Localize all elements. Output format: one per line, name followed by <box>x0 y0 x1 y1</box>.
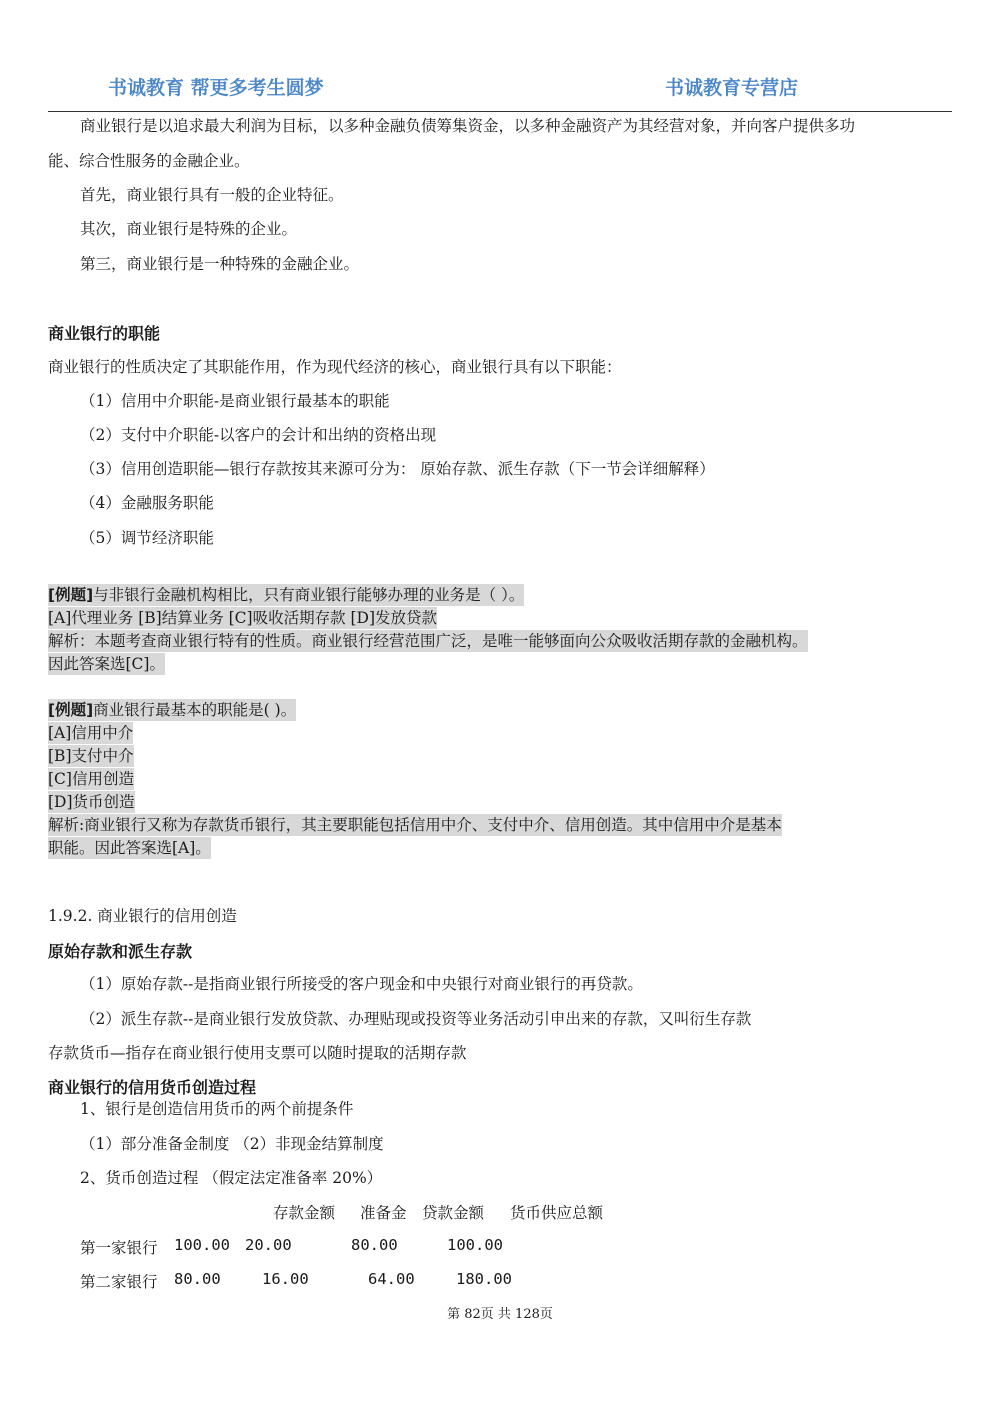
header-rule <box>48 111 952 112</box>
deposit-money-definition: 存款货币—指存在商业银行使用支票可以随时提取的活期存款 <box>48 1044 467 1062</box>
function-item: （3）信用创造职能—银行存款按其来源可分为： 原始存款、派生存款（下一节会详细解释） <box>80 460 715 478</box>
example1-tag: [例题] <box>48 586 94 604</box>
example2-analysis-1: 解析:商业银行又称为存款货币银行，其主要职能包括信用中介、支付中介、信用创造。其中信用中介是基本 <box>48 816 782 834</box>
header-right-store: 书诚教育专营店 <box>665 77 799 99</box>
function-item: （5）调节经济职能 <box>80 529 214 547</box>
intro-point-2: 其次，商业银行是特殊的企业。 <box>80 220 298 238</box>
example1-question-text: 与非银行金融机构相比，只有商业银行能够办理的业务是（ ）。 <box>93 586 525 604</box>
function-item: （1）信用中介职能-是商业银行最基本的职能 <box>80 392 390 410</box>
table-row-bank: 第一家银行 <box>80 1239 158 1257</box>
section-number: 1.9.2. 商业银行的信用创造 <box>48 907 237 925</box>
table-row-bank: 第二家银行 <box>80 1273 158 1291</box>
functions-heading: 商业银行的职能 <box>48 324 161 343</box>
table-cell-deposit: 100.00 <box>174 1236 230 1254</box>
table-cell-reserve: 20.00 <box>245 1236 292 1254</box>
deposit-item-derived: （2）派生存款--是商业银行发放贷款、办理贴现或投资等业务活动引申出来的存款，又叫衍生存款 <box>80 1010 752 1028</box>
example2-option-c: [C]信用创造 <box>48 770 134 788</box>
page-footer: 第 82页 共 128页 <box>447 1307 553 1322</box>
intro-line-1: 商业银行是以追求最大利润为目标，以多种金融负债筹集资金，以多种金融资产为其经营对象，并向客户提供多功 <box>80 117 856 135</box>
example1-question <box>48 584 524 606</box>
table-cell-loan: 80.00 <box>351 1236 398 1254</box>
example2-analysis-2: 职能。因此答案选[A]。 <box>48 839 211 857</box>
section-heading-deposits: 原始存款和派生存款 <box>48 942 193 961</box>
table-cell-reserve: 16.00 <box>262 1270 309 1288</box>
table-cell-total: 180.00 <box>456 1270 512 1288</box>
creation-condition-items: （1）部分准备金制度 （2）非现金结算制度 <box>80 1135 384 1153</box>
function-item: （2）支付中介职能-以客户的会计和出纳的资格出现 <box>80 426 437 444</box>
intro-point-1: 首先，商业银行具有一般的企业特征。 <box>80 186 344 204</box>
header-left-slogan: 书诚教育 帮更多考生圆梦 <box>108 77 324 99</box>
creation-process: 2、货币创造过程 （假定法定准备率 20%） <box>80 1169 383 1187</box>
table-cell-total: 100.00 <box>447 1236 503 1254</box>
functions-lead: 商业银行的性质决定了其职能作用，作为现代经济的核心，商业银行具有以下职能： <box>48 358 622 376</box>
example2-option-a: [A]信用中介 <box>48 724 134 742</box>
table-header-total: 货币供应总额 <box>510 1204 604 1222</box>
example1-analysis-1: 解析：本题考查商业银行特有的性质。商业银行经营范围广泛，是唯一能够面向公众吸收活期存款的金融机构。 <box>48 632 808 650</box>
intro-point-3: 第三，商业银行是一种特殊的金融企业。 <box>80 255 360 273</box>
function-item: （4）金融服务职能 <box>80 494 214 512</box>
example1-analysis-2: 因此答案选[C]。 <box>48 655 165 673</box>
example2-question-text: 商业银行最基本的职能是( )。 <box>93 701 297 719</box>
table-cell-loan: 64.00 <box>368 1270 415 1288</box>
section-heading-creation: 商业银行的信用货币创造过程 <box>48 1078 257 1097</box>
table-header-loan: 贷款金额 <box>422 1204 485 1222</box>
table-cell-deposit: 80.00 <box>174 1270 221 1288</box>
table-header-reserve: 准备金 <box>360 1204 407 1222</box>
deposit-item-original: （1）原始存款--是指商业银行所接受的客户现金和中央银行对商业银行的再贷款。 <box>80 975 643 993</box>
example2-question <box>48 699 296 721</box>
example2-option-d: [D]货币创造 <box>48 793 135 811</box>
intro-line-2: 能、综合性服务的金融企业。 <box>48 152 250 170</box>
creation-conditions: 1、银行是创造信用货币的两个前提条件 <box>80 1100 354 1118</box>
example2-option-b: [B]支付中介 <box>48 747 134 765</box>
example2-tag: [例题] <box>48 701 94 719</box>
table-header-deposit: 存款金额 <box>273 1204 336 1222</box>
example1-options: [A]代理业务 [B]结算业务 [C]吸收活期存款 [D]发放贷款 <box>48 609 438 627</box>
